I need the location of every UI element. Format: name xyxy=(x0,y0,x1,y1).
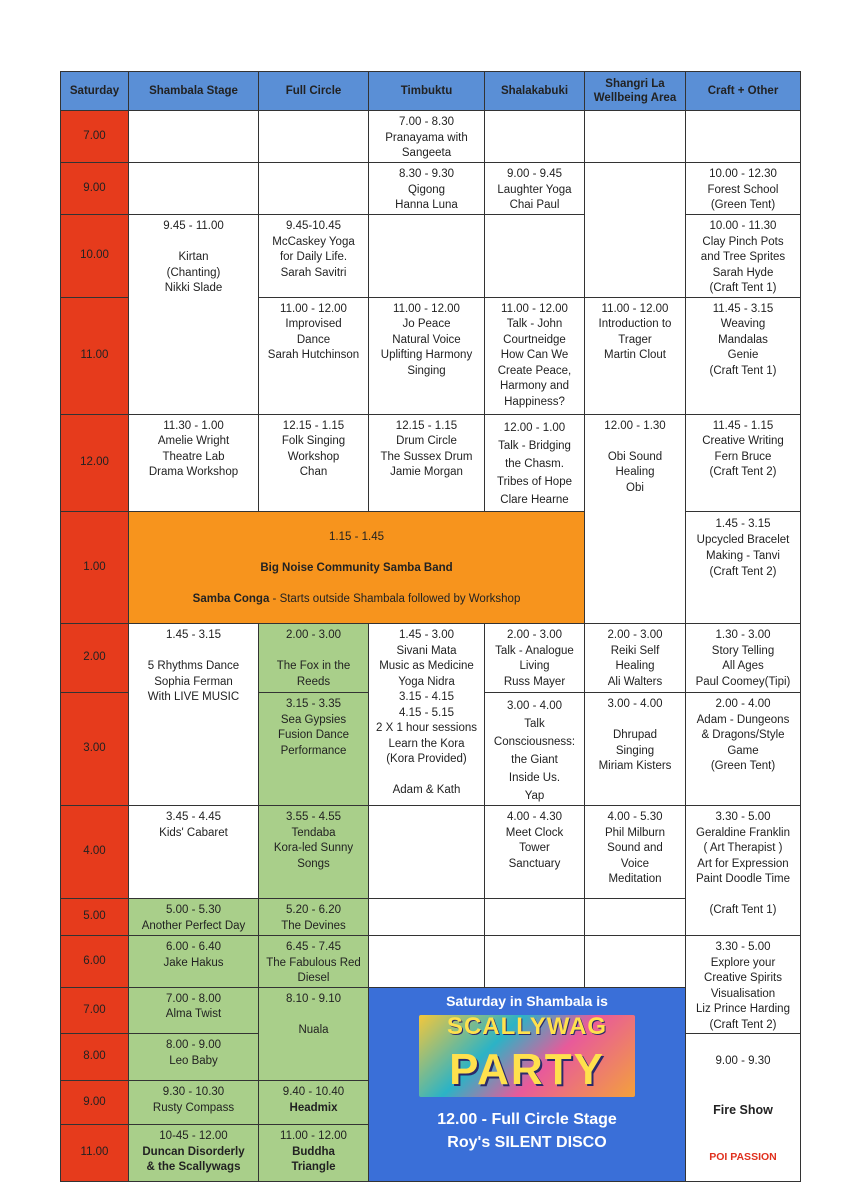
timbuktu-145-text: 1.45 - 3.00 Sivani Mata Music as Medicine Yoga Nidra xyxy=(379,629,474,688)
buddha-act: Buddha Triangle xyxy=(291,1145,336,1174)
empty-cell xyxy=(585,936,686,988)
event-text: 10.00 - 11.30 Clay Pinch Pots and Tree Sprites Sarah Hyde (Craft Tent 1) xyxy=(700,220,786,294)
samba-conga-label: Samba Conga xyxy=(192,593,270,605)
event-text: 7.00 - 8.00 Alma Twist xyxy=(165,992,222,1020)
event-cell xyxy=(369,624,485,806)
event-text: 5.20 - 6.20 The Devines xyxy=(281,904,346,932)
header-timbuktu: Timbuktu xyxy=(369,72,485,111)
empty-cell xyxy=(485,936,585,988)
event-cell xyxy=(585,806,686,899)
event-text xyxy=(261,1081,366,1116)
event-cell xyxy=(485,806,585,899)
event-text: 9.00 - 9.45 Laughter Yoga Chai Paul xyxy=(497,168,572,211)
time-slot: 4.00 xyxy=(61,806,129,899)
samba-description xyxy=(131,592,582,608)
samba-title: Big Noise Community Samba Band xyxy=(260,562,453,574)
scallywag-party-poster xyxy=(419,1015,635,1097)
empty-cell xyxy=(369,806,485,899)
event-text: 3.30 - 5.00 Geraldine Franklin ( Art Therapist ) Art for Expression Paint Doodle Time (Craft Tent 1) xyxy=(696,811,790,916)
empty-cell xyxy=(485,899,585,936)
empty-cell xyxy=(585,111,686,163)
fire-show-group: POI PASSION xyxy=(709,1150,777,1163)
event-cell xyxy=(485,163,585,215)
event-text: 9.45-10.45 McCaskey Yoga for Daily Life. Sarah Savitri xyxy=(272,220,355,279)
event-cell xyxy=(259,1125,369,1181)
event-text: 3.15 - 3.35 Sea Gypsies Fusion Dance Performance xyxy=(278,698,349,757)
event-text: 11.45 - 1.15 Creative Writing Fern Bruce (Craft Tent 2) xyxy=(702,419,784,478)
scallywag-party-promo xyxy=(369,987,686,1181)
poster-word-party: PARTY xyxy=(449,1045,605,1094)
event-cell xyxy=(129,806,259,899)
event-text: 6.00 - 6.40 Jake Hakus xyxy=(163,941,224,969)
event-cell xyxy=(369,163,485,215)
empty-cell xyxy=(369,899,485,936)
event-cell xyxy=(129,624,259,806)
duncan-time: 10-45 - 12.00 xyxy=(159,1130,228,1143)
poster-word-scallywag: SCALLYWAG xyxy=(446,1013,608,1040)
time-slot: 11.00 xyxy=(61,297,129,414)
time-slot: 5.00 xyxy=(61,899,129,936)
empty-cell xyxy=(129,111,259,163)
event-cell xyxy=(686,215,801,298)
event-text: 4.00 - 5.30 Phil Milburn Sound and Voice Meditation xyxy=(604,811,666,885)
saturday-schedule-table xyxy=(60,71,801,1182)
time-slot: 11.00 xyxy=(61,1125,129,1181)
event-cell xyxy=(259,414,369,511)
event-text: 8.30 - 9.30 Qigong Hanna Luna xyxy=(395,168,458,211)
time-slot: 3.00 xyxy=(61,693,129,806)
event-text: 2.00 - 3.00 The Fox in the Reeds xyxy=(276,629,351,688)
time-slot: 7.00 xyxy=(61,111,129,163)
event-text: 6.45 - 7.45 The Fabulous Red Diesel xyxy=(266,941,361,984)
event-cell xyxy=(369,297,485,414)
event-text: 11.00 - 12.00 Introduction to Trager Martin Clout xyxy=(598,302,672,361)
event-cell xyxy=(259,624,369,693)
samba-conga-detail: - Starts outside Shambala followed by Workshop xyxy=(269,593,521,605)
event-cell xyxy=(259,693,369,806)
event-cell xyxy=(585,693,686,806)
header-full-circle: Full Circle xyxy=(259,72,369,111)
event-cell xyxy=(259,1081,369,1125)
event-text: 3.55 - 4.55 Tendaba Kora-led Sunny Songs xyxy=(273,811,354,870)
event-text: 8.10 - 9.10 Nuala xyxy=(286,992,341,1036)
samba-time: 1.15 - 1.45 xyxy=(329,531,384,543)
event-text: 3.30 - 5.00 Explore your Creative Spirits Visualisation Liz Prince Harding (Craft Tent 2) xyxy=(696,941,790,1031)
event-cell xyxy=(585,297,686,414)
event-cell xyxy=(686,163,801,215)
event-cell xyxy=(686,936,801,1034)
event-cell xyxy=(259,215,369,298)
event-text: 12.00 - 1.00 Talk - Bridging the Chasm. Tribes of Hope Clare Hearne xyxy=(497,421,572,506)
header-shalakabuki: Shalakabuki xyxy=(485,72,585,111)
event-cell xyxy=(129,1034,259,1081)
empty-cell xyxy=(129,163,259,215)
time-slot: 9.00 xyxy=(61,1081,129,1125)
event-cell xyxy=(129,414,259,511)
event-cell xyxy=(485,297,585,414)
header-craft-other: Craft + Other xyxy=(686,72,801,111)
empty-cell xyxy=(259,163,369,215)
event-cell xyxy=(129,936,259,988)
event-text: 3.45 - 4.45 Kids' Cabaret xyxy=(159,811,228,839)
buddha-time: 11.00 - 12.00 xyxy=(280,1130,347,1143)
event-text: 11.00 - 12.00 Improvised Dance Sarah Hutchinson xyxy=(267,302,360,361)
event-cell xyxy=(686,297,801,414)
event-cell xyxy=(129,987,259,1034)
promo-line-stage: 12.00 - Full Circle Stage xyxy=(437,1111,617,1128)
event-cell xyxy=(259,936,369,988)
empty-cell xyxy=(369,936,485,988)
empty-cell xyxy=(259,111,369,163)
event-text: 1.30 - 3.00 Story Telling All Ages Paul Coomey(Tipi) xyxy=(695,629,791,688)
time-slot: 1.00 xyxy=(61,511,129,624)
duncan-act: Duncan Disorderly & the Scallywags xyxy=(142,1145,245,1174)
timbuktu-315-text: 3.15 - 4.15 4.15 - 5.15 2 X 1 hour sessions Learn the Kora (Kora Provided) Adam & Kath xyxy=(375,691,477,796)
time-slot: 6.00 xyxy=(61,936,129,988)
header-shangri-la xyxy=(585,72,686,111)
event-text: 7.00 - 8.30 Pranayama with Sangeeta xyxy=(385,116,468,159)
headmix-act: Headmix xyxy=(289,1101,338,1114)
promo-title: Saturday in Shambala is xyxy=(446,992,608,1009)
event-text: 3.00 - 4.00 Talk Consciousness: the Giant Inside Us. Yap xyxy=(493,700,576,802)
empty-cell xyxy=(369,215,485,298)
event-text: 11.00 - 12.00 Talk - John Courtneidge How Can We Create Peace, Harmony and Happiness? xyxy=(497,302,572,408)
time-slot: 8.00 xyxy=(61,1034,129,1081)
event-cell xyxy=(686,806,801,936)
empty-cell xyxy=(585,163,686,298)
empty-cell xyxy=(686,111,801,163)
event-cell xyxy=(485,414,585,511)
fire-show-time: 9.00 - 9.30 xyxy=(715,1054,771,1067)
time-slot: 2.00 xyxy=(61,624,129,693)
event-text: 10.00 - 12.30 Forest School (Green Tent) xyxy=(707,168,779,211)
event-cell xyxy=(129,899,259,936)
event-cell xyxy=(259,806,369,899)
event-cell xyxy=(686,624,801,693)
fire-show-title: Fire Show xyxy=(713,1102,773,1117)
event-cell xyxy=(259,987,369,1081)
event-text: 5.00 - 5.30 Another Perfect Day xyxy=(141,904,246,932)
event-cell xyxy=(129,1081,259,1125)
event-cell xyxy=(585,624,686,693)
event-cell xyxy=(485,624,585,693)
event-text: 3.00 - 4.00 Dhrupad Singing Miriam Kisters xyxy=(598,698,672,772)
event-text: 4.00 - 4.30 Meet Clock Tower Sanctuary xyxy=(505,811,564,870)
time-slot: 12.00 xyxy=(61,414,129,511)
event-text: 9.45 - 11.00 Kirtan (Chanting) Nikki Slade xyxy=(163,220,224,294)
header-shangri-la-label: Shangri La Wellbeing Area xyxy=(593,78,677,104)
event-text xyxy=(371,624,482,799)
time-slot: 10.00 xyxy=(61,215,129,298)
event-text: 2.00 - 3.00 Talk - Analogue Living Russ Mayer xyxy=(495,629,574,688)
event-cell xyxy=(686,511,801,624)
header-saturday: Saturday xyxy=(61,72,129,111)
event-text: 1.45 - 3.15 5 Rhythms Dance Sophia Ferman With LIVE MUSIC xyxy=(147,629,240,703)
event-text: 2.00 - 3.00 Reiki Self Healing Ali Walters xyxy=(607,629,663,688)
event-cell xyxy=(686,693,801,806)
event-cell xyxy=(129,1125,259,1181)
empty-cell xyxy=(585,899,686,936)
event-text: 11.00 - 12.00 Jo Peace Natural Voice Uplifting Harmony Singing xyxy=(380,302,473,377)
event-text: 11.30 - 1.00 Amelie Wright Theatre Lab Drama Workshop xyxy=(148,419,239,478)
event-cell xyxy=(485,693,585,806)
event-text: 12.15 - 1.15 Drum Circle The Sussex Drum Jamie Morgan xyxy=(380,419,473,478)
event-text: 12.15 - 1.15 Folk Singing Workshop Chan xyxy=(281,419,346,478)
event-text: 8.00 - 9.00 Leo Baby xyxy=(166,1039,221,1067)
event-text: 1.45 - 3.15 Upcycled Bracelet Making - Tanvi (Craft Tent 2) xyxy=(696,517,790,578)
event-cell xyxy=(369,414,485,511)
event-cell xyxy=(369,111,485,163)
samba-band-cell xyxy=(129,511,585,624)
empty-cell xyxy=(485,215,585,298)
event-cell xyxy=(686,414,801,511)
event-text: 2.00 - 4.00 Adam - Dungeons & Dragons/Style Game (Green Tent) xyxy=(696,698,790,772)
empty-cell xyxy=(485,111,585,163)
time-slot: 7.00 xyxy=(61,987,129,1034)
event-text xyxy=(261,1125,366,1176)
event-cell xyxy=(585,414,686,624)
fire-show-cell xyxy=(686,1034,801,1182)
event-text: 12.00 - 1.30 Obi Sound Healing Obi xyxy=(604,419,666,494)
time-slot: 9.00 xyxy=(61,163,129,215)
event-cell xyxy=(259,899,369,936)
event-text: 9.30 - 10.30 Rusty Compass xyxy=(152,1086,235,1114)
event-text xyxy=(131,1125,256,1176)
promo-line-disco: Roy's SILENT DISCO xyxy=(447,1134,607,1151)
event-text: 11.45 - 3.15 Weaving Mandalas Genie (Craft Tent 1) xyxy=(709,302,777,377)
event-cell xyxy=(259,297,369,414)
event-cell xyxy=(129,215,259,415)
headmix-time: 9.40 - 10.40 xyxy=(282,1086,345,1099)
header-shambala-stage: Shambala Stage xyxy=(129,72,259,111)
